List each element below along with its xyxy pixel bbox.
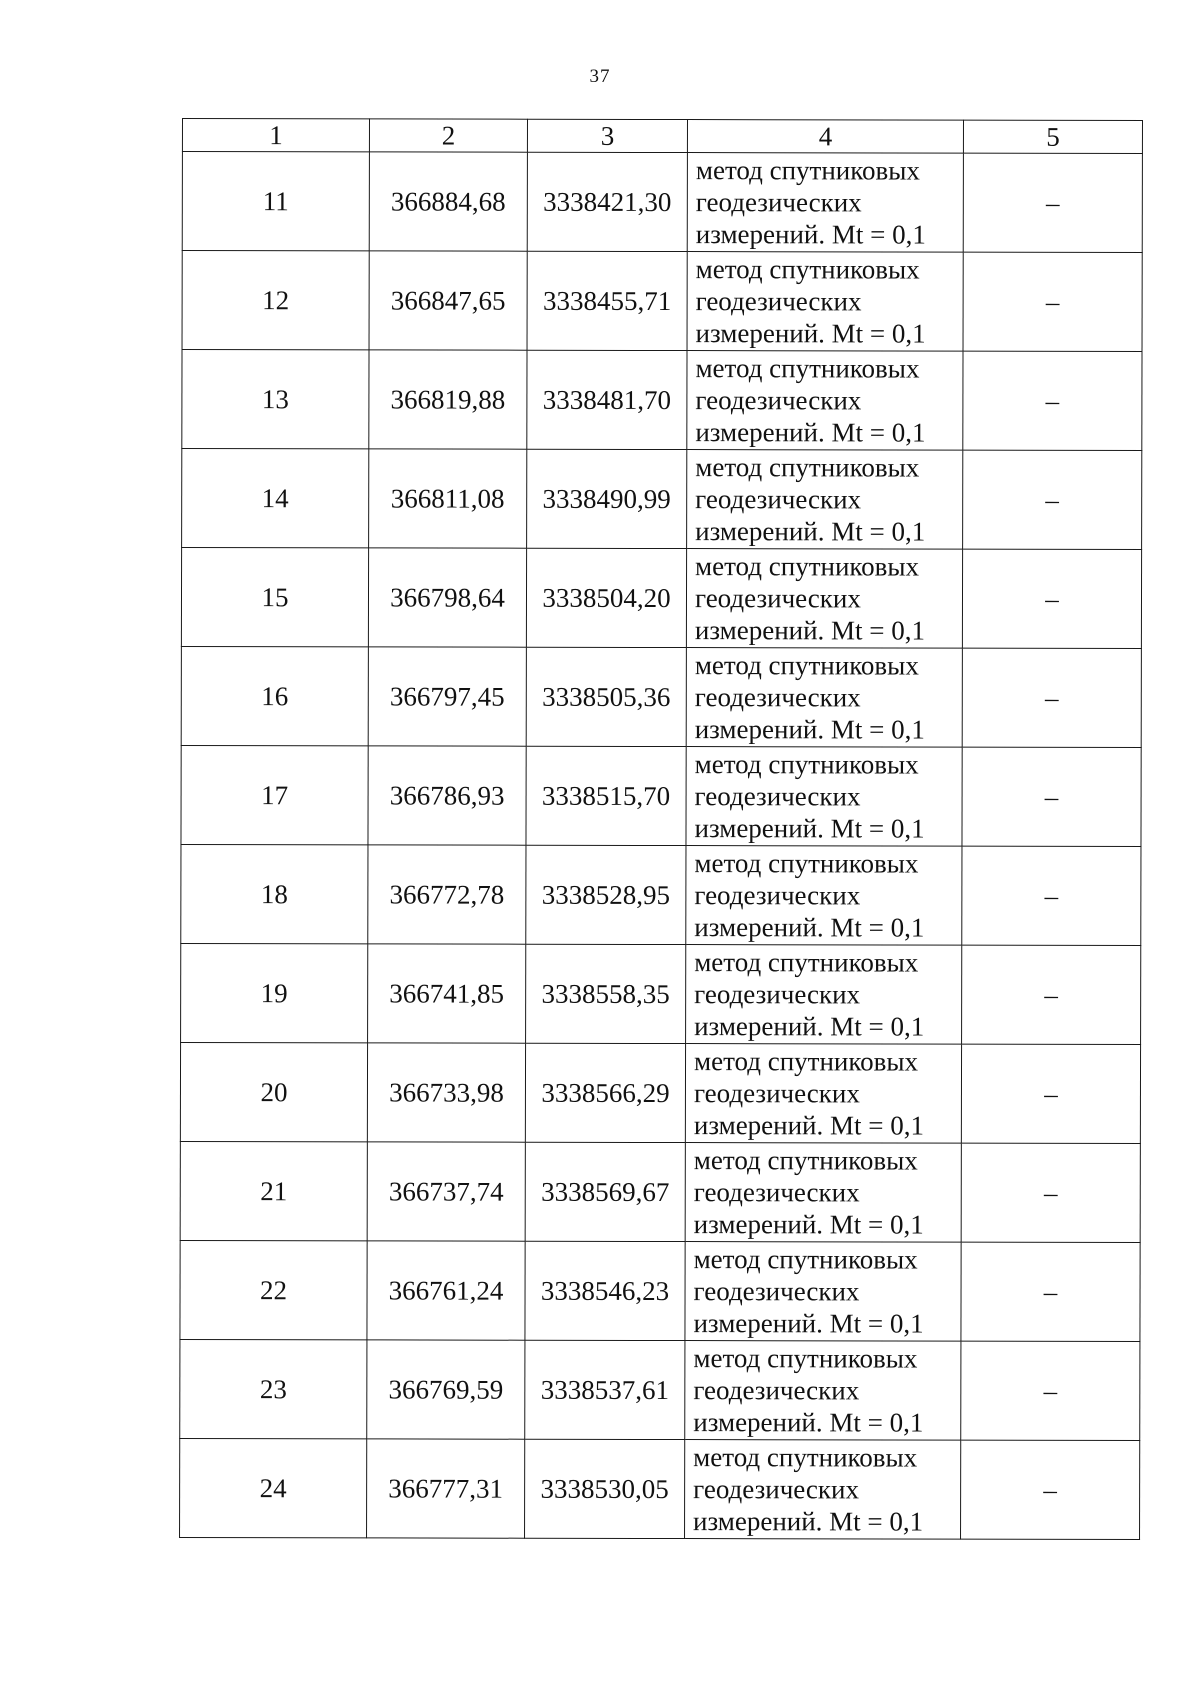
table-row xyxy=(181,943,1141,1044)
method-line: метод спутниковых xyxy=(693,1442,918,1473)
note-cell: – xyxy=(962,945,1141,1044)
point-number-cell: 23 xyxy=(180,1339,367,1438)
y-coordinate-cell: 3338546,23 xyxy=(525,1241,685,1340)
column-header: 3 xyxy=(527,119,687,152)
method-line: метод спутниковых xyxy=(694,848,919,879)
x-coordinate-cell: 366737,74 xyxy=(367,1142,525,1241)
method-cell xyxy=(686,846,962,946)
note-cell: – xyxy=(962,648,1141,747)
method-line: измерений. Mt = 0,1 xyxy=(694,813,925,844)
page-number: 37 xyxy=(589,66,611,87)
method-cell xyxy=(686,549,962,649)
point-number-cell: 16 xyxy=(181,646,368,745)
x-coordinate-cell: 366741,85 xyxy=(368,944,526,1043)
x-coordinate-cell: 366819,88 xyxy=(369,350,527,449)
method-cell xyxy=(685,1143,961,1243)
method-line: геодезических xyxy=(693,1276,860,1307)
note-cell: – xyxy=(961,1044,1140,1143)
point-number-cell: 13 xyxy=(182,350,369,449)
x-coordinate-cell: 366884,68 xyxy=(369,152,527,251)
y-coordinate-cell: 3338530,05 xyxy=(525,1439,685,1538)
method-cell xyxy=(687,153,963,253)
method-cell xyxy=(687,252,963,352)
point-number-cell: 20 xyxy=(180,1042,367,1141)
method-line: геодезических xyxy=(694,979,861,1010)
table-row xyxy=(182,152,1142,253)
method-line: геодезических xyxy=(693,1474,860,1505)
note-cell: – xyxy=(963,351,1142,450)
table-row xyxy=(182,251,1142,352)
point-number-cell: 11 xyxy=(182,152,369,251)
table-row xyxy=(181,745,1141,846)
x-coordinate-cell: 366777,31 xyxy=(367,1439,525,1538)
point-number-cell: 12 xyxy=(182,251,369,350)
method-line: метод спутниковых xyxy=(693,1046,919,1077)
method-cell xyxy=(687,450,963,550)
column-header: 5 xyxy=(963,120,1142,153)
point-number-cell: 15 xyxy=(181,548,368,647)
column-header: 4 xyxy=(687,120,963,154)
y-coordinate-cell: 3338558,35 xyxy=(526,944,686,1043)
point-number-cell: 18 xyxy=(181,844,368,943)
note-cell: – xyxy=(962,846,1141,945)
point-number-cell: 19 xyxy=(181,943,368,1042)
y-coordinate-cell: 3338537,61 xyxy=(525,1340,685,1439)
method-line: геодезических xyxy=(695,385,862,416)
y-coordinate-cell: 3338421,30 xyxy=(527,152,687,251)
table-row xyxy=(181,548,1141,649)
x-coordinate-cell: 366769,59 xyxy=(367,1340,525,1439)
method-cell xyxy=(686,747,962,847)
method-line: метод спутниковых xyxy=(695,353,920,384)
method-line: геодезических xyxy=(693,1375,860,1406)
x-coordinate-cell: 366811,08 xyxy=(369,449,527,548)
method-line: геодезических xyxy=(695,286,862,317)
method-line: измерений. Mt = 0,1 xyxy=(695,318,926,349)
method-line: метод спутниковых xyxy=(694,650,919,681)
note-cell: – xyxy=(961,1440,1140,1539)
coordinates-table xyxy=(179,118,1143,1540)
method-line: измерений. Mt = 0,1 xyxy=(693,1308,924,1339)
method-line: геодезических xyxy=(693,1177,860,1208)
method-line: геодезических xyxy=(694,880,861,911)
y-coordinate-cell: 3338504,20 xyxy=(526,548,686,647)
x-coordinate-cell: 366761,24 xyxy=(367,1241,525,1340)
method-line: метод спутниковых xyxy=(694,947,919,978)
table-row xyxy=(181,646,1141,747)
method-line: измерений. Mt = 0,1 xyxy=(694,615,926,646)
table-body xyxy=(180,152,1143,1540)
method-cell xyxy=(686,945,962,1045)
column-header: 2 xyxy=(369,119,527,152)
method-line: метод спутниковых xyxy=(695,254,920,285)
method-cell xyxy=(685,1044,961,1144)
table-row xyxy=(180,1438,1140,1539)
table-row xyxy=(181,844,1141,945)
method-line: метод спутниковых xyxy=(695,452,920,483)
table-row xyxy=(180,1141,1140,1242)
method-line: геодезических xyxy=(695,187,862,218)
x-coordinate-cell: 366847,65 xyxy=(369,251,527,350)
method-cell xyxy=(685,1440,961,1540)
point-number-cell: 24 xyxy=(180,1438,367,1537)
table-row xyxy=(180,1339,1140,1440)
method-line: геодезических xyxy=(693,1078,860,1109)
method-line: измерений. Mt = 0,1 xyxy=(693,1110,925,1141)
x-coordinate-cell: 366786,93 xyxy=(368,746,526,845)
x-coordinate-cell: 366797,45 xyxy=(368,647,526,746)
y-coordinate-cell: 3338455,71 xyxy=(527,251,687,350)
method-line: метод спутниковых xyxy=(695,155,920,186)
y-coordinate-cell: 3338481,70 xyxy=(527,350,687,449)
y-coordinate-cell: 3338566,29 xyxy=(525,1043,685,1142)
x-coordinate-cell: 366733,98 xyxy=(367,1043,525,1142)
y-coordinate-cell: 3338490,99 xyxy=(527,449,687,548)
point-number-cell: 17 xyxy=(181,745,368,844)
note-cell: – xyxy=(962,549,1141,648)
method-line: измерений. Mt = 0,1 xyxy=(695,417,926,448)
note-cell: – xyxy=(962,747,1141,846)
method-line: измерений. Mt = 0,1 xyxy=(695,516,926,547)
table-row xyxy=(180,1240,1140,1341)
method-line: измерений. Mt = 0,1 xyxy=(693,1209,924,1240)
y-coordinate-cell: 3338515,70 xyxy=(526,746,686,845)
method-line: метод спутниковых xyxy=(693,1343,918,1374)
method-cell xyxy=(685,1242,961,1342)
table-header-row xyxy=(182,119,1142,154)
method-line: измерений. Mt = 0,1 xyxy=(693,1506,924,1537)
method-line: метод спутниковых xyxy=(694,749,919,780)
method-line: измерений. Mt = 0,1 xyxy=(694,714,925,745)
y-coordinate-cell: 3338505,36 xyxy=(526,647,686,746)
x-coordinate-cell: 366798,64 xyxy=(368,548,526,647)
note-cell: – xyxy=(961,1341,1140,1440)
method-line: метод спутниковых xyxy=(695,551,920,582)
method-line: геодезических xyxy=(694,682,861,713)
method-line: геодезических xyxy=(694,781,861,812)
table-row xyxy=(182,449,1142,550)
note-cell: – xyxy=(963,153,1142,252)
note-cell: – xyxy=(963,252,1142,351)
note-cell: – xyxy=(961,1143,1140,1242)
y-coordinate-cell: 3338569,67 xyxy=(525,1142,685,1241)
table-row xyxy=(180,1042,1140,1143)
method-line: метод спутниковых xyxy=(693,1244,918,1275)
x-coordinate-cell: 366772,78 xyxy=(368,845,526,944)
y-coordinate-cell: 3338528,95 xyxy=(526,845,686,944)
note-cell: – xyxy=(963,450,1142,549)
method-line: измерений. Mt = 0,1 xyxy=(693,1407,924,1438)
point-number-cell: 22 xyxy=(180,1240,367,1339)
method-cell xyxy=(685,1341,961,1441)
column-header: 1 xyxy=(182,119,369,152)
method-cell xyxy=(686,648,962,748)
method-cell xyxy=(687,351,963,451)
method-line: метод спутниковых xyxy=(693,1145,918,1176)
method-line: измерений. Mt = 0,1 xyxy=(695,219,926,250)
method-line: измерений. Mt = 0,1 xyxy=(694,1011,925,1042)
method-line: измерений. Mt = 0,1 xyxy=(694,912,925,943)
point-number-cell: 14 xyxy=(182,449,369,548)
point-number-cell: 21 xyxy=(180,1141,367,1240)
table-row xyxy=(182,350,1142,451)
note-cell: – xyxy=(961,1242,1140,1341)
method-line: геодезических xyxy=(695,484,862,515)
method-line: геодезических xyxy=(694,583,861,614)
